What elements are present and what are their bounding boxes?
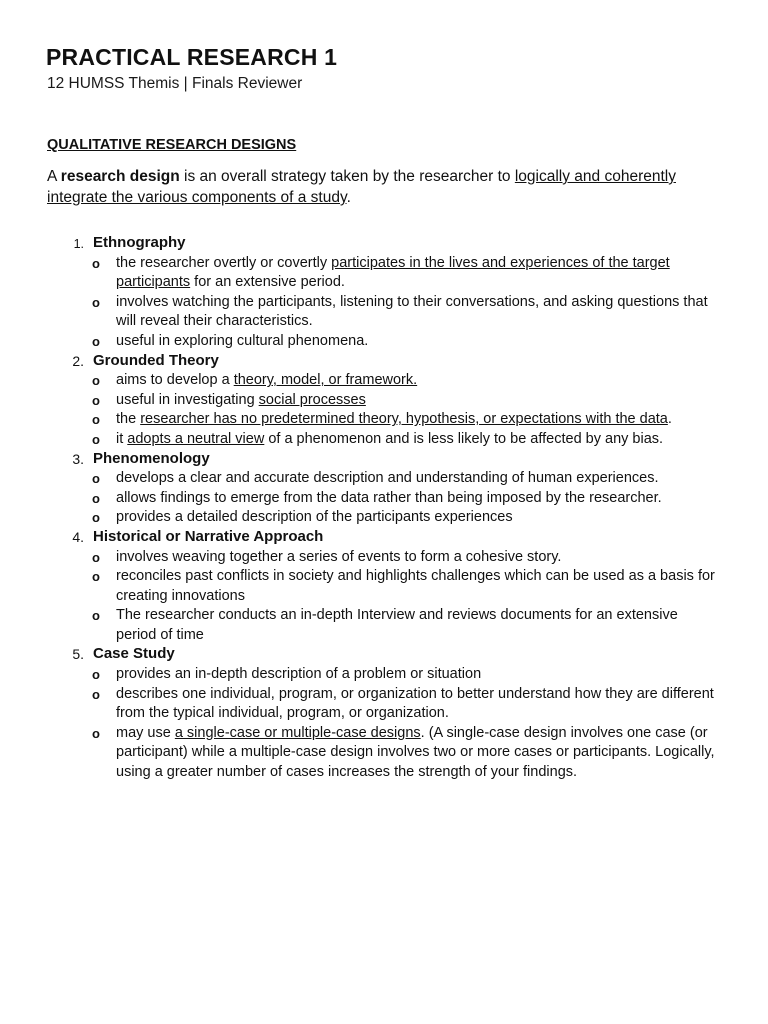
design-points <box>0 371 768 449</box>
intro-end: . <box>346 189 351 206</box>
point-text: useful in investigating <box>116 391 259 408</box>
list-item <box>0 332 768 352</box>
design-title: Case Study <box>93 645 175 663</box>
intro-paragraph <box>47 166 727 208</box>
list-item <box>0 391 768 411</box>
design-number: 4. <box>72 528 84 545</box>
underlined-text: participates in the lives and experiences of the target participants <box>116 254 670 291</box>
design-points <box>0 548 768 646</box>
design-heading <box>0 352 768 372</box>
research-designs-list <box>0 234 768 783</box>
design-points <box>0 469 768 528</box>
design-points <box>0 254 768 352</box>
bullet-icon: o <box>92 471 100 487</box>
design-item <box>0 645 768 782</box>
list-item <box>0 606 768 645</box>
design-heading <box>0 645 768 665</box>
design-item <box>0 352 768 450</box>
bullet-icon: o <box>92 333 100 349</box>
list-item <box>0 254 768 293</box>
intro-term: research design <box>60 168 180 185</box>
design-number: 2. <box>72 352 84 369</box>
bullet-icon: o <box>92 294 100 310</box>
point-text: . <box>667 411 672 428</box>
design-item <box>0 450 768 528</box>
list-item <box>0 371 768 391</box>
point-text: . (A single-case design involves one case (or participant) while a multiple-case design involves two or more cases or participants. Logically, using a greater number of cases increases the strength of your findings. <box>116 724 715 781</box>
bullet-icon: o <box>92 725 100 741</box>
intro-underlined-phrase: logically and coherently integrate the various components of a study <box>47 168 676 206</box>
section-heading: QUALITATIVE RESEARCH DESIGNS <box>47 137 297 153</box>
design-points <box>0 665 768 783</box>
list-item <box>0 489 768 509</box>
list-item <box>0 548 768 568</box>
bullet-icon: o <box>92 686 100 702</box>
design-number: 3. <box>72 450 84 467</box>
point-text: useful in exploring cultural phenomena. <box>116 332 369 349</box>
bullet-icon: o <box>92 608 100 624</box>
design-title: Ethnography <box>93 234 186 251</box>
design-item <box>0 528 768 646</box>
list-item <box>0 685 768 724</box>
list-item <box>0 508 768 528</box>
point-text: involves watching the participants, listening to their conversations, and asking questions that will reveal their characteristics. <box>116 293 708 330</box>
design-title: Phenomenology <box>93 449 210 467</box>
point-text: provides a detailed description of the participants experiences <box>116 509 513 526</box>
design-title: Grounded Theory <box>93 351 219 369</box>
bullet-icon: o <box>92 412 100 428</box>
design-title: Historical or Narrative Approach <box>93 527 324 545</box>
point-text: develops a clear and accurate description and understanding of human experiences. <box>116 470 659 487</box>
design-number: 5. <box>72 646 84 663</box>
point-text: it <box>116 430 128 447</box>
design-heading <box>0 234 768 254</box>
bullet-icon: o <box>92 490 100 506</box>
point-text: of a phenomenon and is less likely to be affected by any bias. <box>264 430 664 447</box>
point-text: the <box>116 411 141 428</box>
design-number: 1. <box>73 237 84 251</box>
list-item <box>0 293 768 332</box>
point-text: provides an in-depth description of a problem or situation <box>116 666 482 683</box>
bullet-icon: o <box>92 392 100 408</box>
point-text: involves weaving together a series of events to form a cohesive story. <box>116 548 562 565</box>
point-text: describes one individual, program, or organization to better understand how they are different from the typical individual, program, or organization. <box>116 685 714 722</box>
bullet-icon: o <box>92 549 100 565</box>
underlined-text: social processes <box>258 391 366 408</box>
underlined-text: adopts a neutral view <box>127 430 265 447</box>
list-item <box>0 724 768 783</box>
underlined-text: researcher has no predetermined theory, hypothesis, or expectations with the data <box>140 411 668 428</box>
bullet-icon: o <box>92 255 100 271</box>
document-subtitle: 12 HUMSS Themis | Finals Reviewer <box>47 75 303 92</box>
point-text: allows findings to emerge from the data rather than being imposed by the researcher. <box>116 489 662 506</box>
bullet-icon: o <box>92 667 100 683</box>
point-text: reconciles past conflicts in society and highlights challenges which can be used as a basis for creating innovations <box>116 568 715 604</box>
list-item <box>0 410 768 430</box>
list-item <box>0 567 768 606</box>
intro-middle: is an overall strategy taken by the researcher to <box>179 168 515 185</box>
point-text: may use <box>116 724 175 741</box>
underlined-text: a single-case or multiple-case designs <box>174 724 421 741</box>
point-text: the researcher overtly or covertly <box>116 254 332 271</box>
point-text: The researcher conducts an in-depth Interview and reviews documents for an extensive period of time <box>116 607 678 643</box>
bullet-icon: o <box>92 569 100 585</box>
design-item <box>0 234 768 352</box>
bullet-icon: o <box>92 431 100 447</box>
intro-prefix: A <box>47 168 61 185</box>
list-item <box>0 430 768 450</box>
design-heading <box>0 528 768 548</box>
bullet-icon: o <box>92 510 100 526</box>
list-item <box>0 469 768 489</box>
document-title: PRACTICAL RESEARCH 1 <box>46 44 338 70</box>
list-item <box>0 665 768 685</box>
point-text: for an extensive period. <box>190 274 345 291</box>
underlined-text: theory, model, or framework. <box>233 372 418 389</box>
point-text: aims to develop a <box>116 372 234 389</box>
design-heading <box>0 450 768 470</box>
bullet-icon: o <box>92 373 100 389</box>
